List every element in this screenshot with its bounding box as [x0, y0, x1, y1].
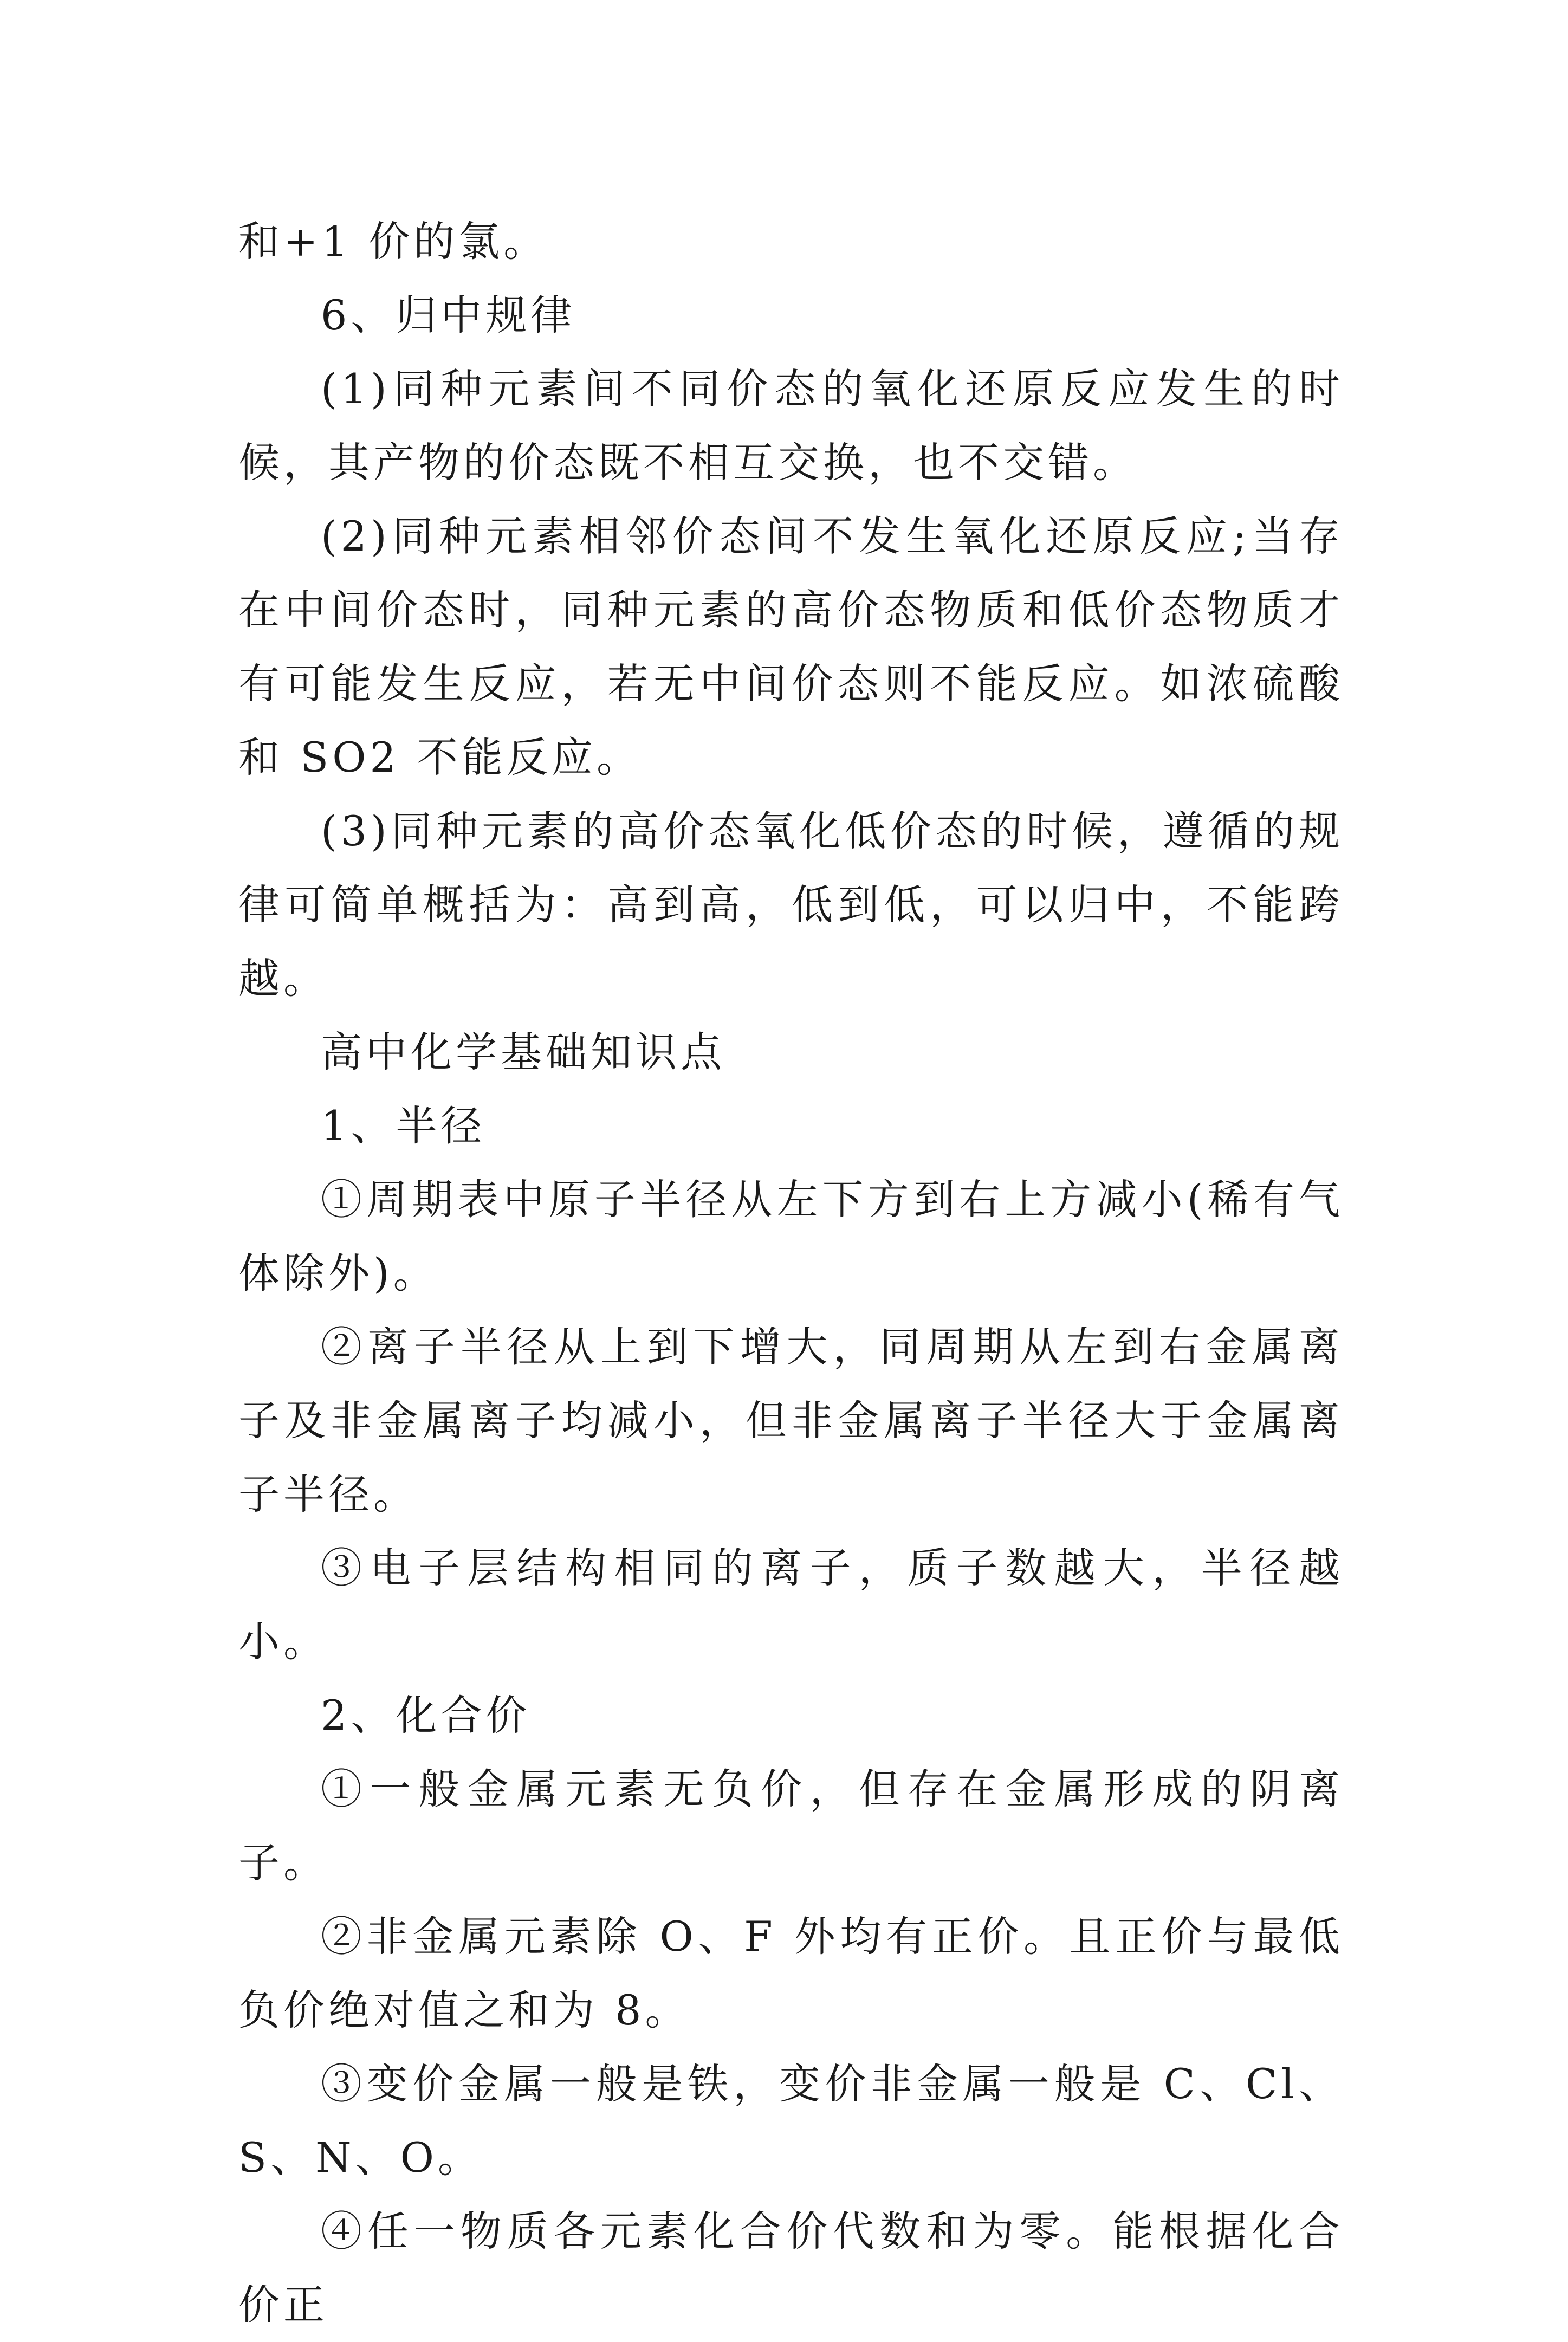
- paragraph-radius-3: ③电子层结构相同的离子，质子数越大，半径越小。: [238, 1544, 1344, 1666]
- heading-1-radius: 1、半径: [321, 1102, 486, 1150]
- section-title: 高中化学基础知识点: [321, 1028, 725, 1076]
- heading-6-guizhong: 6、归中规律: [321, 291, 576, 339]
- paragraph-valence-2: ②非金属元素除 O、F 外均有正价。且正价与最低负价绝对值之和为 8。: [238, 1912, 1344, 2034]
- paragraph-rule-3: (3)同种元素的高价态氧化低价态的时候，遵循的规律可简单概括为：高到高，低到低，可以归中，不能跨越。: [238, 807, 1344, 1002]
- paragraph-radius-2: ②离子半径从上到下增大，同周期从左到右金属离子及非金属离子均减小，但非金属离子半径大于金属离子半径。: [238, 1323, 1344, 1518]
- paragraph-valence-3: ③变价金属一般是铁，变价非金属一般是 C、Cl、S、N、O。: [238, 2060, 1344, 2182]
- paragraph-radius-1: ①周期表中原子半径从左下方到右上方减小(稀有气体除外)。: [238, 1175, 1344, 1297]
- paragraph-valence-4: ④任一物质各元素化合价代数和为零。能根据化合价正: [238, 2207, 1344, 2329]
- paragraph-continuation: 和+1 价的氯。: [238, 217, 549, 266]
- paragraph-rule-2: (2)同种元素相邻价态间不发生氧化还原反应;当存在中间价态时，同种元素的高价态物质和低价态物质才有可能发生反应，若无中间价态则不能反应。如浓硫酸和 SO2 不能反应。: [238, 512, 1344, 781]
- paragraph-valence-1: ①一般金属元素无负价，但存在金属形成的阴离子。: [238, 1765, 1344, 1887]
- heading-2-valence: 2、化合价: [321, 1691, 531, 1739]
- paragraph-rule-1: (1)同种元素间不同价态的氧化还原反应发生的时候，其产物的价态既不相互交换，也不交错。: [238, 365, 1344, 487]
- document-body: [238, 205, 1344, 2342]
